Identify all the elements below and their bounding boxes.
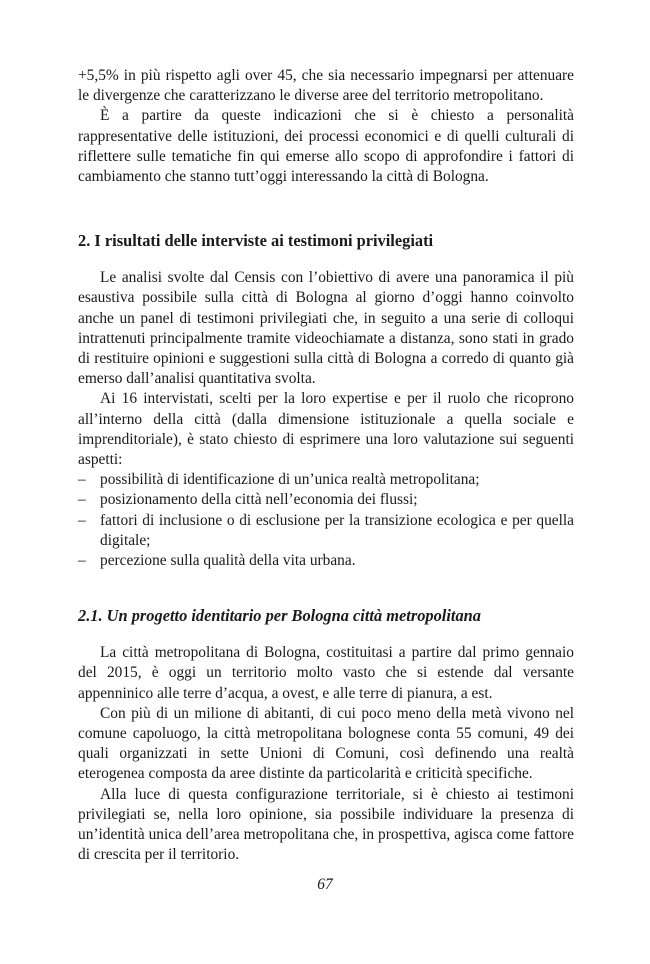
dash-bullet: – bbox=[78, 552, 86, 570]
section2-paragraph-1: Le analisi svolte dal Censis con l’obiettivo di avere una panoramica il più esaustiva possibile sulla città di Bologna al giorno d’oggi hanno coinvolto anche un panel di testimoni privilegiati che, in seguito a una serie di colloqui intrattenuti principalmente tramite videochiamate a distanza, sono stati in grado di restituire opinioni e suggestioni sulla città di Bologna a corredo di quanto già emerso dall’analisi quantitativa svolta. bbox=[78, 269, 574, 388]
list-item bbox=[78, 511, 574, 551]
dash-bullet: – bbox=[78, 491, 86, 509]
section-heading: 2. I risultati delle interviste ai testimoni privilegiati bbox=[78, 231, 434, 251]
section21-paragraph-1: La città metropolitana di Bologna, costituitasi a partire dal primo gennaio del 2015, è oggi un territorio molto vasto che si estende dal versante appenninico alle terre d’acqua, a ovest, e alle terre di pianura, a est. bbox=[78, 644, 574, 702]
intro-paragraph-1: +5,5% in più rispetto agli over 45, che sia necessario impegnarsi per attenuare le divergenze che caratterizzano le diverse aree del territorio metropolitano. bbox=[78, 67, 574, 105]
list-item-text: posizionamento della città nell’economia dei flussi; bbox=[100, 491, 418, 509]
aspects-list bbox=[78, 470, 574, 571]
list-item-text: fattori di inclusione o di esclusione per la transizione ecologica e per quella digitale; bbox=[100, 511, 574, 549]
page-body bbox=[78, 66, 574, 866]
list-item-text: possibilità di identificazione di un’unica realtà metropolitana; bbox=[100, 471, 480, 489]
list-item bbox=[78, 490, 574, 510]
page-number: 67 bbox=[317, 876, 333, 893]
section2-paragraph-2: Ai 16 intervistati, scelti per la loro expertise e per il ruolo che ricoprono all’interno della città (dalla dimensione istituzionale a quella sociale e imprenditoriale), è stato chiesto di esprimere una loro valutazione sui seguenti aspetti: bbox=[78, 390, 574, 469]
section21-paragraph-3: Alla luce di questa configurazione territoriale, si è chiesto ai testimoni privilegiati se, nella loro opinione, sia possibile individuare la presenza di un’identità unica dell’area metropolitana che, in prospettiva, agisca come fattore di crescita per il territorio. bbox=[78, 785, 574, 864]
list-item-text: percezione sulla qualità della vita urbana. bbox=[100, 552, 356, 570]
dash-bullet: – bbox=[78, 511, 86, 529]
subsection-heading: 2.1. Un progetto identitario per Bologna città metropolitana bbox=[78, 606, 481, 626]
section21-paragraph-2: Con più di un milione di abitanti, di cui poco meno della metà vivono nel comune capoluogo, la città metropolitana bolognese conta 55 comuni, 49 dei quali organizzati in sette Unioni di Comuni, così definendo una realtà eterogenea composta da aree distinte da particolarità e criticità specifiche. bbox=[78, 704, 574, 783]
list-item bbox=[78, 470, 574, 490]
list-item bbox=[78, 551, 574, 571]
dash-bullet: – bbox=[78, 471, 86, 489]
intro-paragraph-2: È a partire da queste indicazioni che si è chiesto a personalità rappresentative delle istituzioni, dei processi economici e di quelli culturali di riflettere sulle tematiche fin qui emerse allo scopo di approfondire i fattori di cambiamento che stanno tutt’oggi interessando la città di Bologna. bbox=[78, 107, 574, 186]
